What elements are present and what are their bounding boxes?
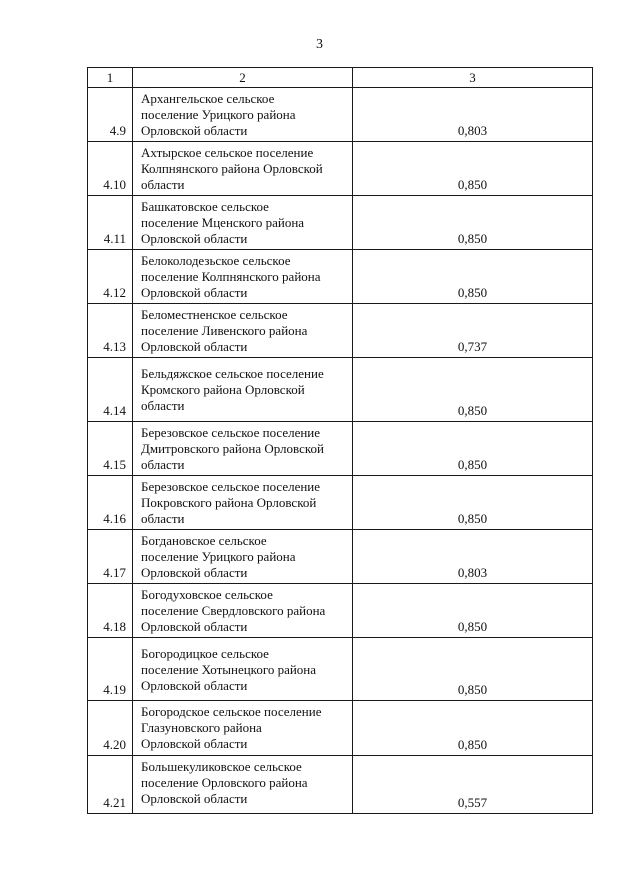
- row-number: 4.13: [88, 304, 133, 358]
- table-row: [88, 250, 593, 304]
- coefficient-value: 0,803: [353, 88, 593, 142]
- coefficient-value: 0,850: [353, 476, 593, 530]
- table-row: [88, 638, 593, 701]
- table-row: [88, 142, 593, 196]
- table-row: [88, 584, 593, 638]
- row-number: 4.9: [88, 88, 133, 142]
- settlement-name: Березовское сельское поселение Покровского района Орловской области: [133, 476, 353, 530]
- table-row: [88, 701, 593, 756]
- row-number: 4.10: [88, 142, 133, 196]
- coefficient-value: 0,737: [353, 304, 593, 358]
- header-cell-1: 1: [88, 68, 133, 88]
- coefficient-value: 0,557: [353, 756, 593, 814]
- row-number: 4.18: [88, 584, 133, 638]
- row-number: 4.15: [88, 422, 133, 476]
- coefficient-value: 0,850: [353, 422, 593, 476]
- coefficient-value: 0,850: [353, 584, 593, 638]
- coefficient-value: 0,850: [353, 638, 593, 701]
- coefficient-value: 0,850: [353, 142, 593, 196]
- table-row: [88, 304, 593, 358]
- coefficient-value: 0,850: [353, 358, 593, 422]
- header-cell-3: 3: [353, 68, 593, 88]
- row-number: 4.11: [88, 196, 133, 250]
- table-row: [88, 196, 593, 250]
- coefficient-value: 0,803: [353, 530, 593, 584]
- settlement-name: Бельдяжское сельское поселение Кромского района Орловской области: [133, 358, 353, 422]
- table-header-row: [88, 68, 593, 88]
- settlement-name: Богородицкое сельское поселение Хотынецкого района Орловской области: [133, 638, 353, 701]
- settlement-name: Ахтырское сельское поселение Колпнянского района Орловской области: [133, 142, 353, 196]
- table-row: [88, 358, 593, 422]
- coefficient-value: 0,850: [353, 701, 593, 756]
- row-number: 4.20: [88, 701, 133, 756]
- settlement-name: Березовское сельское поселение Дмитровского района Орловской области: [133, 422, 353, 476]
- row-number: 4.19: [88, 638, 133, 701]
- settlements-table: [87, 67, 593, 814]
- settlement-name: Беломестненское сельское поселение Ливенского района Орловской области: [133, 304, 353, 358]
- table-row: [88, 756, 593, 814]
- row-number: 4.14: [88, 358, 133, 422]
- settlement-name: Башкатовское сельское поселение Мценского района Орловской области: [133, 196, 353, 250]
- settlement-name: Богородское сельское поселение Глазуновского района Орловской области: [133, 701, 353, 756]
- settlement-name: Большекуликовское сельское поселение Орловского района Орловской области: [133, 756, 353, 814]
- settlement-name: Богодуховское сельское поселение Свердловского района Орловской области: [133, 584, 353, 638]
- table-row: [88, 530, 593, 584]
- header-cell-2: 2: [133, 68, 353, 88]
- coefficient-value: 0,850: [353, 250, 593, 304]
- table-row: [88, 422, 593, 476]
- table-row: [88, 88, 593, 142]
- row-number: 4.21: [88, 756, 133, 814]
- settlement-name: Белоколодезьское сельское поселение Колпнянского района Орловской области: [133, 250, 353, 304]
- settlement-name: Архангельское сельское поселение Урицкого района Орловской области: [133, 88, 353, 142]
- settlement-name: Богдановское сельское поселение Урицкого района Орловской области: [133, 530, 353, 584]
- page-number: 3: [316, 37, 323, 52]
- row-number: 4.16: [88, 476, 133, 530]
- row-number: 4.17: [88, 530, 133, 584]
- table-row: [88, 476, 593, 530]
- row-number: 4.12: [88, 250, 133, 304]
- coefficient-value: 0,850: [353, 196, 593, 250]
